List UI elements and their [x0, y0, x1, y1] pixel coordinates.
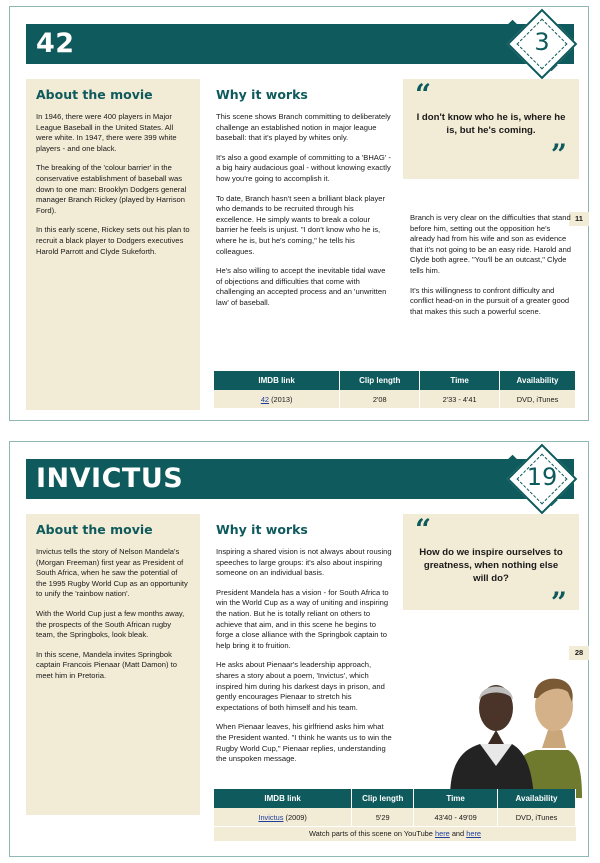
pull-quote: [403, 79, 579, 179]
close-quote-icon: ”: [550, 586, 567, 619]
table-row: [214, 390, 576, 408]
side-column: [410, 213, 572, 326]
why-section: [216, 79, 392, 318]
table-header: Time: [414, 789, 498, 808]
why-paragraph: He asks about Pienaar's leadership approach, shares a story about a poem, 'Invictus', which inspired him during his darkest days in prison, and gently encourages Pienaar to stretch his expectations of both himself and his team.: [216, 660, 385, 712]
side-paragraph: Branch is very clear on the difficulties that stand before him, setting out the opposition he's already had from his wife and son as evidence that it's not going to be an easy ride. Harold and Clyde both agree. "You'll be an outcast," Clyde tells him.: [410, 213, 572, 275]
table-header: Availability: [500, 371, 576, 390]
about-panel: [26, 79, 200, 410]
about-paragraph: Invictus tells the story of Nelson Mandela's (Morgan Freeman) first year as President of South Africa, when he saw the potential of the 1995 Rugby World Cup as an opportunity to unify the 'rainbow nation'.: [36, 547, 188, 599]
why-paragraph: To date, Branch hasn't seen a brilliant black player who demands to be recruited through his excellence. He simply wants to break a colour barrier he feels is unjust. "I don't know who he is, where he is, but he's coming," he tells his colleagues.: [216, 193, 386, 256]
table-header: IMDB link: [214, 371, 340, 390]
youtube-prefix: Watch parts of this scene on YouTube: [308, 829, 435, 838]
page-title: 42: [36, 28, 75, 59]
table-header: Time: [420, 371, 500, 390]
availability: DVD, iTunes: [500, 390, 576, 408]
about-paragraph: In 1946, there were 400 players in Major League Baseball in the United States. All were white. In 1947, there were 399 white players - and one black.: [36, 112, 177, 153]
availability: DVD, iTunes: [498, 808, 576, 826]
clip-length: 5'29: [352, 808, 414, 826]
about-heading: About the movie: [36, 522, 153, 537]
quote-text: I don't know who he is, where he is, but he's coming.: [416, 112, 566, 136]
why-paragraph: Inspiring a shared vision is not always about rousing speeches to large groups: it's also about inspiring someone on an individual basis.: [216, 547, 392, 578]
clip-info-table: [214, 789, 576, 826]
table-header: Clip length: [352, 789, 414, 808]
youtube-and: and: [449, 829, 467, 838]
page-42: [9, 6, 589, 421]
why-heading: Why it works: [216, 87, 308, 102]
table-header: Clip length: [340, 371, 420, 390]
clip-time: 2'33 - 4'41: [420, 390, 500, 408]
about-paragraph: With the World Cup just a few months away, the prospects of the South African rugby team, the Springboks, look bleak.: [36, 608, 185, 640]
why-paragraph: President Mandela has a vision - for South Africa to win the World Cup as a way of uniting and inspiring the nation. But he is totally reliant on others to achieve that aim, and in this scene he begins to forge a close alliance with the Springbok captain to help bring it to fruition.: [216, 587, 389, 650]
table-row: [214, 808, 576, 826]
film-year: (2013): [269, 394, 293, 404]
close-quote-icon: ”: [550, 138, 567, 171]
imdb-link[interactable]: 42: [260, 394, 270, 404]
imdb-cell: [214, 808, 352, 826]
why-paragraph: When Pienaar leaves, his girlfriend asks him what the President wanted. "I think he wants us to win the Rugby World Cup," Pienaar replies, understanding the unspoken message.: [216, 722, 392, 764]
badge-number: 3: [534, 28, 550, 56]
imdb-link[interactable]: Invictus: [258, 812, 284, 822]
about-paragraph: In this early scene, Rickey sets out his plan to recruit a black player to Dodgers executives Harold Parrott and Clyde Sukeforth.: [36, 225, 190, 256]
why-heading: Why it works: [216, 522, 308, 537]
imdb-cell: [214, 390, 340, 408]
title-banner: [26, 459, 574, 499]
why-section: [216, 514, 392, 774]
open-quote-icon: “: [415, 513, 432, 546]
about-panel: [26, 514, 200, 815]
badge-number: 19: [526, 463, 558, 491]
table-header: Availability: [498, 789, 576, 808]
title-banner: [26, 24, 574, 64]
youtube-link-2[interactable]: here: [466, 829, 482, 838]
clip-info-table: [214, 371, 576, 408]
why-paragraph: This scene shows Branch committing to deliberately challenge an established notion in major league baseball: that it's played by whites only.: [216, 112, 391, 143]
youtube-note: [214, 827, 576, 841]
quote-text: How do we inspire ourselves to greatness, when nothing else will do?: [419, 547, 563, 584]
mandela-pienaar-illustration: [450, 670, 582, 798]
about-paragraph: The breaking of the 'colour barrier' in the conservative establishment of baseball was down to one man: Brooklyn Dodgers general manager Branch Rickey (played by Harrison Ford).: [36, 163, 187, 215]
youtube-link-1[interactable]: here: [434, 829, 450, 838]
clip-time: 43'40 - 49'09: [414, 808, 498, 826]
film-year: (2009): [283, 812, 307, 822]
page-invictus: [9, 441, 589, 857]
pull-quote: [403, 513, 579, 619]
clip-length: 2'08: [340, 390, 420, 408]
page-title: INVICTUS: [36, 463, 184, 494]
page-number: 11: [569, 212, 589, 226]
why-paragraph: It's also a good example of committing to a 'BHAG' - a big hairy audacious goal - without knowing exactly how you're going to accomplish it.: [216, 152, 391, 183]
open-quote-icon: “: [415, 78, 432, 111]
page-number: 28: [569, 646, 589, 660]
table-header: IMDB link: [214, 789, 352, 808]
side-paragraph: It's this willingness to confront difficulty and conflict head-on in the pursuit of a greater good that makes this such a powerful scene.: [410, 285, 570, 316]
about-heading: About the movie: [36, 87, 153, 102]
about-paragraph: In this scene, Mandela invites Springbok captain Francois Pienaar (Matt Damon) to meet him in Pretoria.: [36, 649, 177, 680]
why-paragraph: He's also willing to accept the inevitable tidal wave of objections and difficulties that come with challenging an accepted process and an 'unwritten law' of baseball.: [216, 266, 387, 307]
